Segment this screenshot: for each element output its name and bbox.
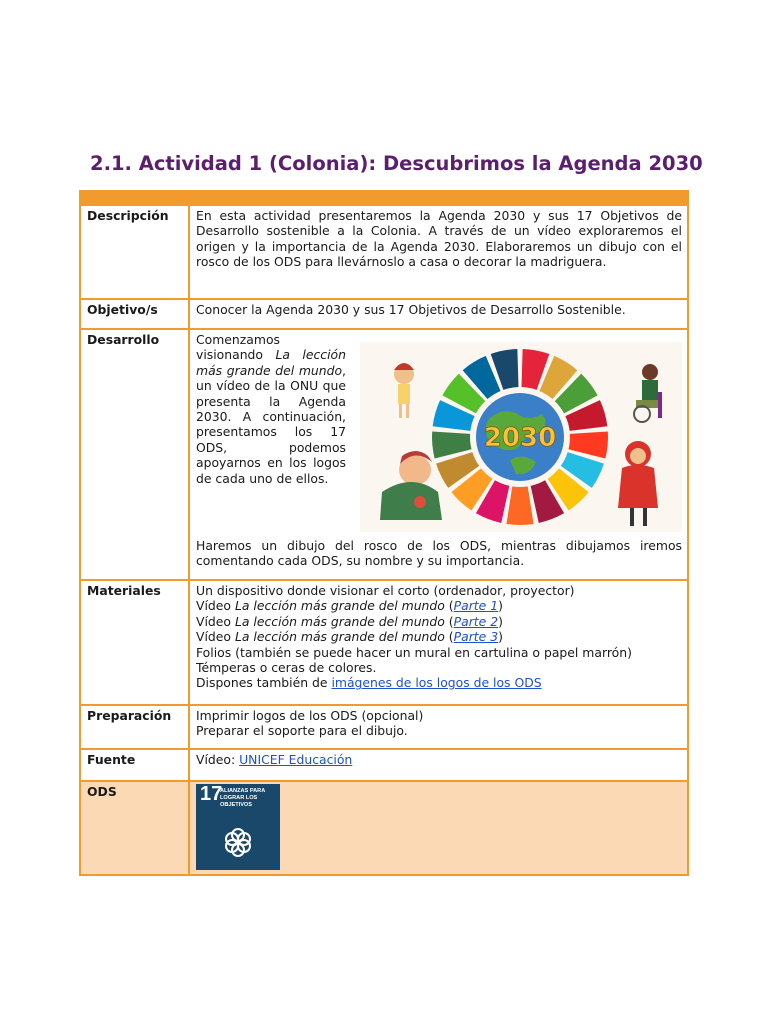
materiales-line-5: Folios (también se puede hacer un mural en cartulina o papel marrón) [196,644,632,660]
page-title: 2.1. Actividad 1 (Colonia): Descubrimos la Agenda 2030 [90,152,703,175]
parte-3-link[interactable]: Parte 3 [453,629,499,645]
materiales-line-1: Un dispositivo donde visionar el corto (ordenador, proyector) [196,583,575,598]
logos-ods-link[interactable]: imágenes de los logos de los ODS [331,675,542,691]
table-header-row [80,191,688,205]
cell-materiales [189,580,688,705]
label-desarrollo: Desarrollo [80,329,189,580]
sdg-wheel-image [360,342,682,532]
header-cell-left [80,191,189,205]
materiales-video-1: Vídeo La lección más grande del mundo (Parte 1) [196,598,503,614]
row-preparacion [80,705,688,749]
ods-17-logo [196,784,280,870]
ods-17-flower-icon [220,824,256,860]
row-materiales [80,580,688,705]
row-objetivo [80,299,688,329]
parte-2-link[interactable]: Parte 2 [453,613,499,629]
image-2030-text: 2030 [483,423,557,453]
cell-preparacion [189,705,688,749]
text-objetivo: Conocer la Agenda 2030 y sus 17 Objetivos de Desarrollo Sostenible. [189,299,688,329]
cell-fuente: Vídeo: UNICEF Educación [189,749,688,781]
label-descripcion: Descripción [80,205,189,299]
label-fuente: Fuente [80,749,189,781]
header-cell-right [189,191,688,205]
materiales-video-2: Vídeo La lección más grande del mundo (Parte 2) [196,613,503,629]
cell-desarrollo [189,329,688,580]
desarrollo-p3: Haremos un dibujo del rosco de los ODS, mientras dibujamos iremos comentando cada ODS, su nombre y su importancia. [196,538,682,569]
label-objetivo: Objetivo/s [80,299,189,329]
unicef-educacion-link[interactable]: UNICEF Educación [239,752,353,767]
parte-1-link[interactable]: Parte 1 [453,598,499,614]
row-desarrollo [80,329,688,580]
desarrollo-p2: , un vídeo de la ONU que presenta la Agenda 2030. A continuación, presentamos los 17 ODS, podemos apoyarnos en los logos de cada uno de ellos. [196,362,346,486]
cell-ods [189,781,688,875]
row-fuente [80,749,688,781]
desarrollo-text [196,332,346,486]
desarrollo-video-title: La lección más grande del mundo [196,347,346,378]
label-preparacion: Preparación [80,705,189,749]
row-descripcion [80,205,688,299]
label-materiales: Materiales [80,580,189,705]
row-ods [80,781,688,875]
label-ods: ODS [80,781,189,875]
materiales-video-3: Vídeo La lección más grande del mundo (Parte 3) [196,629,503,645]
materiales-line-7: Dispones también de imágenes de los logos de los ODS [196,675,542,691]
agenda-2030-illustration [360,342,682,532]
ods-17-number: 17 [200,783,223,805]
preparacion-line-2: Preparar el soporte para el dibujo. [196,723,408,739]
text-descripcion: En esta actividad presentaremos la Agenda 2030 y sus 17 Objetivos de Desarrollo sostenible a la Colonia. A través de un vídeo exploraremos el origen y la importancia de la Agenda 2030. Elaboraremos un dibujo con el rosco de los ODS para llevárnoslo a casa o decorar la madriguera. [189,205,688,299]
desarrollo-p1: Comenzamos visionando [196,332,280,363]
ods-17-text: ALIANZAS PARA LOGRAR LOS OBJETIVOS [220,788,266,808]
activity-table [79,190,689,876]
preparacion-line-1: Imprimir logos de los ODS (opcional) [196,708,424,723]
materiales-line-6: Témperas o ceras de colores. [196,660,377,676]
